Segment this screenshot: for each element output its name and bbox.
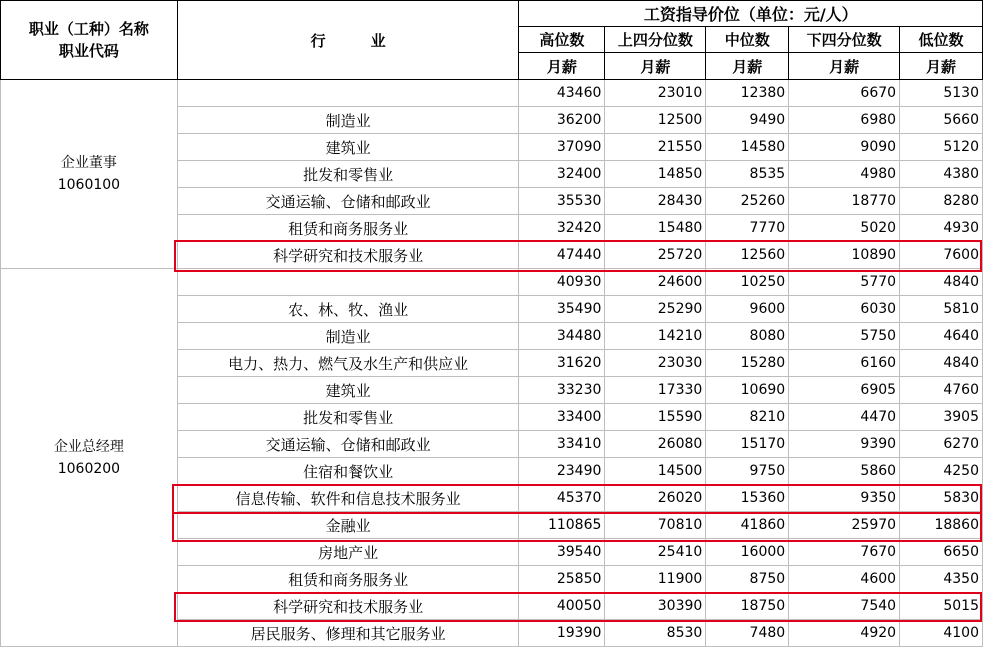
industry-cell (177, 80, 519, 107)
wage-value-cell: 12500 (605, 107, 706, 134)
wage-value-cell: 4980 (789, 161, 900, 188)
wage-value-cell: 10690 (706, 377, 789, 404)
level-header: 中位数 (706, 27, 789, 53)
wage-value-cell: 10250 (706, 269, 789, 296)
level-header: 高位数 (519, 27, 605, 53)
wage-value-cell: 9350 (789, 485, 900, 512)
wage-value-cell: 6030 (789, 296, 900, 323)
unit-header: 月薪 (900, 53, 983, 80)
industry-cell: 制造业 (177, 323, 519, 350)
wage-value-cell: 37090 (519, 134, 605, 161)
wage-value-cell: 18750 (706, 593, 789, 620)
wage-value-cell: 17330 (605, 377, 706, 404)
wage-value-cell: 40930 (519, 269, 605, 296)
wage-value-cell: 4380 (900, 161, 983, 188)
wage-value-cell: 9600 (706, 296, 789, 323)
wage-value-cell: 6270 (900, 431, 983, 458)
wage-value-cell: 9390 (789, 431, 900, 458)
wage-value-cell: 14210 (605, 323, 706, 350)
wage-value-cell: 6650 (900, 539, 983, 566)
wage-value-cell: 41860 (706, 512, 789, 539)
wage-value-cell: 45370 (519, 485, 605, 512)
wage-value-cell: 6670 (789, 80, 900, 107)
wage-value-cell: 5860 (789, 458, 900, 485)
wage-value-cell: 34480 (519, 323, 605, 350)
wage-value-cell: 4600 (789, 566, 900, 593)
industry-cell: 交通运输、仓储和邮政业 (177, 431, 519, 458)
wage-value-cell: 8750 (706, 566, 789, 593)
wage-value-cell: 35530 (519, 188, 605, 215)
wage-value-cell: 7770 (706, 215, 789, 242)
level-header: 低位数 (900, 27, 983, 53)
wage-value-cell: 110865 (519, 512, 605, 539)
wage-value-cell: 23490 (519, 458, 605, 485)
unit-header: 月薪 (706, 53, 789, 80)
wage-value-cell: 21550 (605, 134, 706, 161)
industry-cell: 农、林、牧、渔业 (177, 296, 519, 323)
wage-value-cell: 8210 (706, 404, 789, 431)
wage-value-cell: 14500 (605, 458, 706, 485)
wage-value-cell: 3905 (900, 404, 983, 431)
wage-value-cell: 5830 (900, 485, 983, 512)
wage-value-cell: 5130 (900, 80, 983, 107)
table-row (1, 80, 983, 107)
wage-value-cell: 5810 (900, 296, 983, 323)
industry-cell: 建筑业 (177, 377, 519, 404)
wage-value-cell: 4840 (900, 350, 983, 377)
wage-value-cell: 8080 (706, 323, 789, 350)
wage-value-cell: 8535 (706, 161, 789, 188)
wage-value-cell: 8280 (900, 188, 983, 215)
wage-value-cell: 12380 (706, 80, 789, 107)
wage-value-cell: 24600 (605, 269, 706, 296)
wage-value-cell: 4760 (900, 377, 983, 404)
wage-value-cell: 32420 (519, 215, 605, 242)
wage-value-cell: 28430 (605, 188, 706, 215)
wage-value-cell: 7670 (789, 539, 900, 566)
wage-value-cell: 18770 (789, 188, 900, 215)
unit-header: 月薪 (519, 53, 605, 80)
industry-cell: 制造业 (177, 107, 519, 134)
wage-value-cell: 39540 (519, 539, 605, 566)
wage-value-cell: 4350 (900, 566, 983, 593)
industry-cell: 居民服务、修理和其它服务业 (177, 620, 519, 647)
wage-value-cell: 5770 (789, 269, 900, 296)
industry-cell: 租赁和商务服务业 (177, 566, 519, 593)
industry-cell: 科学研究和技术服务业 (177, 242, 519, 269)
occupation-header (1, 1, 178, 80)
wage-value-cell: 6905 (789, 377, 900, 404)
wage-value-cell: 25850 (519, 566, 605, 593)
wage-value-cell: 15280 (706, 350, 789, 377)
occupation-code-header: 职业代码 (58, 42, 119, 60)
occupation-code: 1060100 (57, 177, 121, 193)
wage-value-cell: 26080 (605, 431, 706, 458)
wage-value-cell: 6980 (789, 107, 900, 134)
wage-value-cell: 25290 (605, 296, 706, 323)
industry-cell: 电力、热力、燃气及水生产和供应业 (177, 350, 519, 377)
wage-value-cell: 19390 (519, 620, 605, 647)
table-row (1, 269, 983, 296)
wage-value-cell: 25260 (706, 188, 789, 215)
wage-value-cell: 15170 (706, 431, 789, 458)
wage-value-cell: 4930 (900, 215, 983, 242)
occupation-name: 企业总经理 (53, 438, 124, 455)
industry-cell: 信息传输、软件和信息技术服务业 (177, 485, 519, 512)
unit-header: 月薪 (789, 53, 900, 80)
wage-value-cell: 23010 (605, 80, 706, 107)
wage-value-cell: 35490 (519, 296, 605, 323)
wage-value-cell: 36200 (519, 107, 605, 134)
unit-header: 月薪 (605, 53, 706, 80)
wage-value-cell: 30390 (605, 593, 706, 620)
wage-value-cell: 14850 (605, 161, 706, 188)
industry-header: 行 业 (177, 1, 519, 80)
wage-value-cell: 7480 (706, 620, 789, 647)
occupation-cell (1, 80, 178, 269)
occupation-name-header: 职业（工种）名称 (28, 20, 149, 38)
wage-value-cell: 40050 (519, 593, 605, 620)
level-header: 下四分位数 (789, 27, 900, 53)
wage-value-cell: 4470 (789, 404, 900, 431)
industry-cell: 建筑业 (177, 134, 519, 161)
industry-cell: 住宿和餐饮业 (177, 458, 519, 485)
occupation-cell (1, 269, 178, 647)
wage-value-cell: 15590 (605, 404, 706, 431)
wage-value-cell: 5120 (900, 134, 983, 161)
wage-value-cell: 7540 (789, 593, 900, 620)
wage-value-cell: 70810 (605, 512, 706, 539)
wage-value-cell: 4840 (900, 269, 983, 296)
industry-cell: 批发和零售业 (177, 161, 519, 188)
wage-value-cell: 10890 (789, 242, 900, 269)
wage-value-cell: 33230 (519, 377, 605, 404)
wage-value-cell: 12560 (706, 242, 789, 269)
wage-value-cell: 9750 (706, 458, 789, 485)
industry-cell (177, 269, 519, 296)
wage-value-cell: 26020 (605, 485, 706, 512)
wage-value-cell: 15360 (706, 485, 789, 512)
wage-value-cell: 15480 (605, 215, 706, 242)
wage-value-cell: 4640 (900, 323, 983, 350)
wage-value-cell: 14580 (706, 134, 789, 161)
wage-value-cell: 25970 (789, 512, 900, 539)
wage-group-header: 工资指导价位（单位：元/人） (519, 1, 983, 27)
industry-cell: 租赁和商务服务业 (177, 215, 519, 242)
wage-value-cell: 32400 (519, 161, 605, 188)
wage-value-cell: 5660 (900, 107, 983, 134)
wage-value-cell: 47440 (519, 242, 605, 269)
wage-value-cell: 5020 (789, 215, 900, 242)
wage-value-cell: 25410 (605, 539, 706, 566)
industry-cell: 科学研究和技术服务业 (177, 593, 519, 620)
wage-value-cell: 25720 (605, 242, 706, 269)
wage-value-cell: 9090 (789, 134, 900, 161)
industry-cell: 批发和零售业 (177, 404, 519, 431)
wage-value-cell: 11900 (605, 566, 706, 593)
wage-value-cell: 4250 (900, 458, 983, 485)
level-header: 上四分位数 (605, 27, 706, 53)
wage-value-cell: 31620 (519, 350, 605, 377)
industry-cell: 交通运输、仓储和邮政业 (177, 188, 519, 215)
wage-value-cell: 4100 (900, 620, 983, 647)
wage-value-cell: 5015 (900, 593, 983, 620)
wage-value-cell: 23030 (605, 350, 706, 377)
wage-value-cell: 43460 (519, 80, 605, 107)
wage-value-cell: 33400 (519, 404, 605, 431)
wage-value-cell: 33410 (519, 431, 605, 458)
wage-value-cell: 8530 (605, 620, 706, 647)
occupation-name: 企业董事 (60, 155, 117, 171)
industry-cell: 房地产业 (177, 539, 519, 566)
wage-value-cell: 7600 (900, 242, 983, 269)
wage-value-cell: 4920 (789, 620, 900, 647)
occupation-code: 1060200 (57, 460, 121, 477)
wage-value-cell: 6160 (789, 350, 900, 377)
wage-value-cell: 5750 (789, 323, 900, 350)
wage-value-cell: 16000 (706, 539, 789, 566)
industry-cell: 金融业 (177, 512, 519, 539)
wage-value-cell: 18860 (900, 512, 983, 539)
wage-value-cell: 9490 (706, 107, 789, 134)
